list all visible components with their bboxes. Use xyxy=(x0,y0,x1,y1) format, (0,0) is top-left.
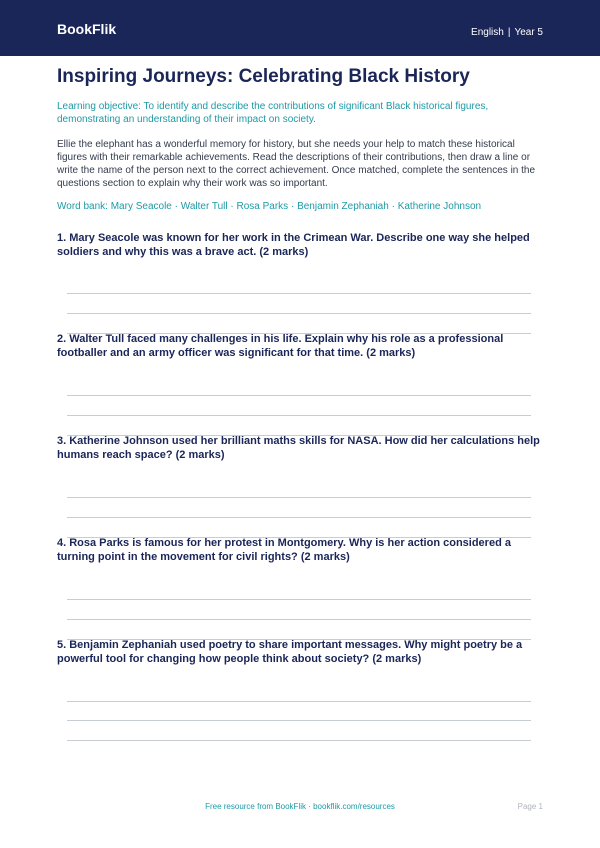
answer-line[interactable] xyxy=(67,395,531,396)
answer-line[interactable] xyxy=(67,497,531,498)
word-bank: Word bank: Mary Seacole · Walter Tull · Rosa Parks · Benjamin Zephaniah · Katherine Johnson xyxy=(57,201,482,212)
question-3: 3. Katherine Johnson used her brilliant maths skills for NASA. How did her calculations help humans reach space? (2 marks) xyxy=(57,435,540,461)
answer-line[interactable] xyxy=(67,701,531,702)
subject-label: English xyxy=(471,27,504,38)
question-5: 5. Benjamin Zephaniah used poetry to share important messages. Why might poetry be a powerful tool for changing how people think about society? (2 marks) xyxy=(57,639,523,665)
question-2: 2. Walter Tull faced many challenges in his life. Explain why his role as a professional footballer and an army officer was significant for that time. (2 marks) xyxy=(57,333,504,359)
page-number: Page 1 xyxy=(517,802,543,811)
answer-line[interactable] xyxy=(67,740,531,741)
intro-paragraph: Ellie the elephant has a wonderful memory for history, but she needs your help to match these historical figures with their remarkable achievements. Read the descriptions of their contributions, then draw a line or write the name of the person next to the correct achievement. Once matched, complete the sentences in the questions section to explain why their work was so important. xyxy=(57,139,536,189)
question-4: 4. Rosa Parks is famous for her protest in Montgomery. Why is her action considered a turning point in the movement for civil rights? (2 marks) xyxy=(57,537,511,563)
answer-line[interactable] xyxy=(67,313,531,314)
answer-line[interactable] xyxy=(67,599,531,600)
subject-year-label xyxy=(471,28,543,38)
footer-resource-link[interactable]: Free resource from BookFlik · bookflik.com/resources xyxy=(205,802,395,811)
learning-objective: Learning objective: To identify and describe the contributions of significant Black historical figures, demonstrating an understanding of their impact on society. xyxy=(57,101,489,125)
header-bar xyxy=(0,0,600,56)
question-1: 1. Mary Seacole was known for her work in the Crimean War. Describe one way she helped soldiers and why this was a brave act. (2 marks) xyxy=(57,232,530,258)
answer-line[interactable] xyxy=(67,619,531,620)
answer-line[interactable] xyxy=(67,293,531,294)
page-title: Inspiring Journeys: Celebrating Black History xyxy=(57,66,470,87)
brand-logo[interactable]: BookFlik xyxy=(57,21,117,37)
separator: | xyxy=(507,27,511,38)
answer-line[interactable] xyxy=(67,415,531,416)
answer-line[interactable] xyxy=(67,720,531,721)
answer-line[interactable] xyxy=(67,517,531,518)
year-label: Year 5 xyxy=(514,27,543,38)
